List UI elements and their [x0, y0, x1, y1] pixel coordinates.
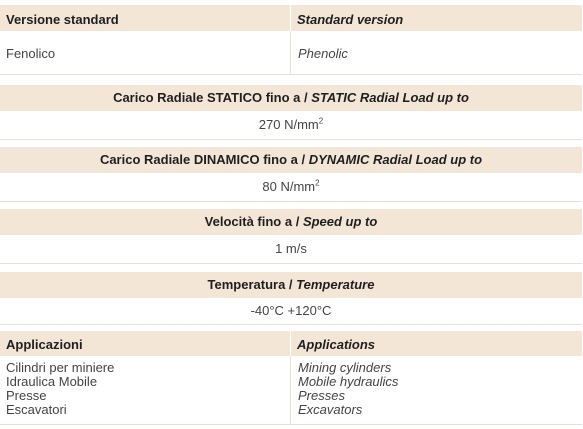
speed-value: 1 m/s: [275, 241, 307, 256]
static-load-label-it: Carico Radiale STATICO fino a /: [113, 90, 308, 105]
application-item-it: Idraulica Mobile: [6, 374, 98, 389]
dynamic-load-label-it: Carico Radiale DINAMICO fino a /: [99, 152, 306, 167]
temperature-header: [0, 272, 582, 298]
version-header-it: Versione standard: [6, 12, 119, 27]
static-load-value: 270 N/mm: [258, 117, 319, 132]
static-load-label-en: STATIC Radial Load up to: [311, 90, 469, 105]
version-value-en: Phenolic: [290, 31, 582, 74]
application-item-en: Excavators: [298, 402, 363, 417]
application-item-en: Mobile hydraulics: [298, 374, 399, 389]
version-value-it: Fenolico: [6, 46, 56, 61]
static-load-value-row: [0, 111, 582, 140]
speed-label-it: Velocità fino a /: [204, 214, 300, 229]
speed-header: [0, 209, 582, 235]
applications-list-it: [0, 356, 290, 424]
dynamic-load-label-en: DYNAMIC Radial Load up to: [308, 152, 483, 167]
temperature-label-it: Temperatura /: [207, 277, 293, 292]
version-header-en: Standard version: [290, 5, 582, 31]
dynamic-load-header: [0, 147, 582, 173]
applications-list-en: [290, 356, 582, 424]
dynamic-load-value-row: [0, 173, 582, 202]
dynamic-load-value: 80 N/mm: [262, 179, 316, 194]
dynamic-load-unit-sup: 2: [315, 178, 320, 188]
temperature-value-row: [0, 298, 582, 325]
application-item-it: Cilindri per miniere: [6, 360, 115, 375]
speed-label-en: Speed up to: [302, 214, 378, 229]
temperature-label-en: Temperature: [296, 277, 375, 292]
applications-header-row: [0, 331, 582, 356]
version-header-row: [0, 5, 582, 31]
speed-value-row: [0, 235, 582, 264]
applications-header-en: Applications: [290, 331, 582, 356]
application-item-en: Mining cylinders: [298, 360, 392, 375]
applications-list-row: [0, 356, 582, 425]
static-load-unit-sup: 2: [318, 116, 324, 126]
application-item-it: Presse: [6, 388, 47, 403]
temperature-value: -40°C +120°C: [250, 303, 332, 318]
version-value-row: [0, 31, 582, 75]
application-item-it: Escavatori: [6, 402, 67, 417]
applications-header-it: Applicazioni: [6, 337, 83, 352]
static-load-header: [0, 85, 582, 111]
application-item-en: Presses: [298, 388, 345, 403]
